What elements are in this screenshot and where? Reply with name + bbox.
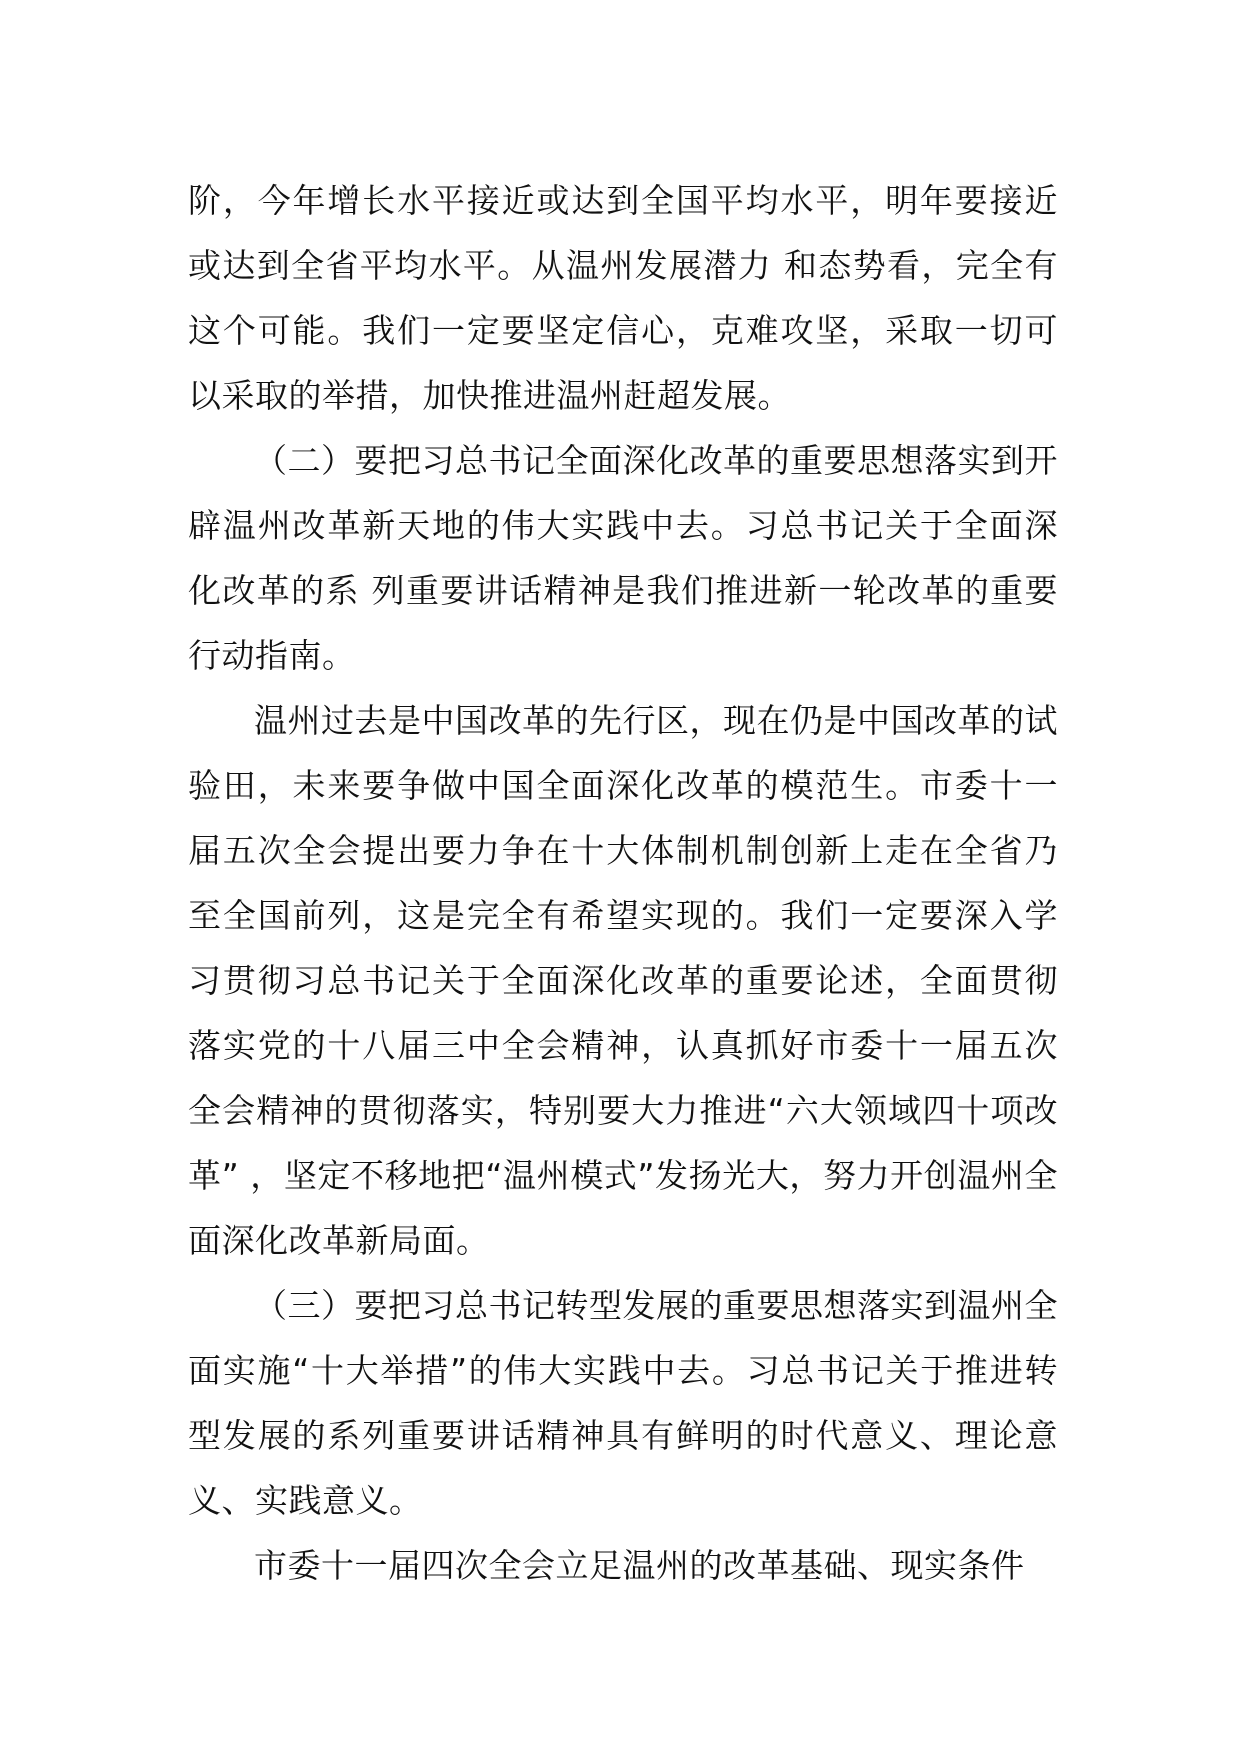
paragraph-2: （二）要把习总书记全面深化改革的重要思想落实到开辟温州改革新天地的伟大实践中去。习总书记关于全面深化改革的系 列重要讲话精神是我们推进新一轮改革的重要行动指南。 — [188, 441, 1058, 675]
paragraph-4: （三）要把习总书记转型发展的重要思想落实到温州全面实施“十大举措”的伟大实践中去。习总书记关于推进转型发展的系列重要讲话精神具有鲜明的时代意义、理论意义、实践意义。 — [188, 1286, 1058, 1520]
paragraph-1: 阶，今年增长水平接近或达到全国平均水平，明年要接近或达到全省平均水平。从温州发展潜力 和态势看，完全有这个可能。我们一定要坚定信心，克难攻坚，采取一切可以采取的举措，加快推进温州赶超发展。 — [188, 181, 1058, 415]
paragraph-3: 温州过去是中国改革的先行区，现在仍是中国改革的试验田，未来要争做中国全面深化改革的模范生。市委十一届五次全会提出要力争在十大体制机制创新上走在全省乃至全国前列，这是完全有希望实现的。我们一定要深入学习贯彻习总书记关于全面深化改革的重要论述，全面贯彻落实党的十八届三中全会精神，认真抓好市委十一届五次全会精神的贯彻落实，特别要大力推进“六大领域四十项改革” ，坚定不移地把“温州模式”发扬光大，努力开创温州全面深化改革新局面。 — [188, 701, 1058, 1260]
paragraph-5: 市委十一届四次全会立足温州的改革基础、现实条件 — [254, 1546, 1025, 1585]
document-body — [188, 168, 1058, 1598]
